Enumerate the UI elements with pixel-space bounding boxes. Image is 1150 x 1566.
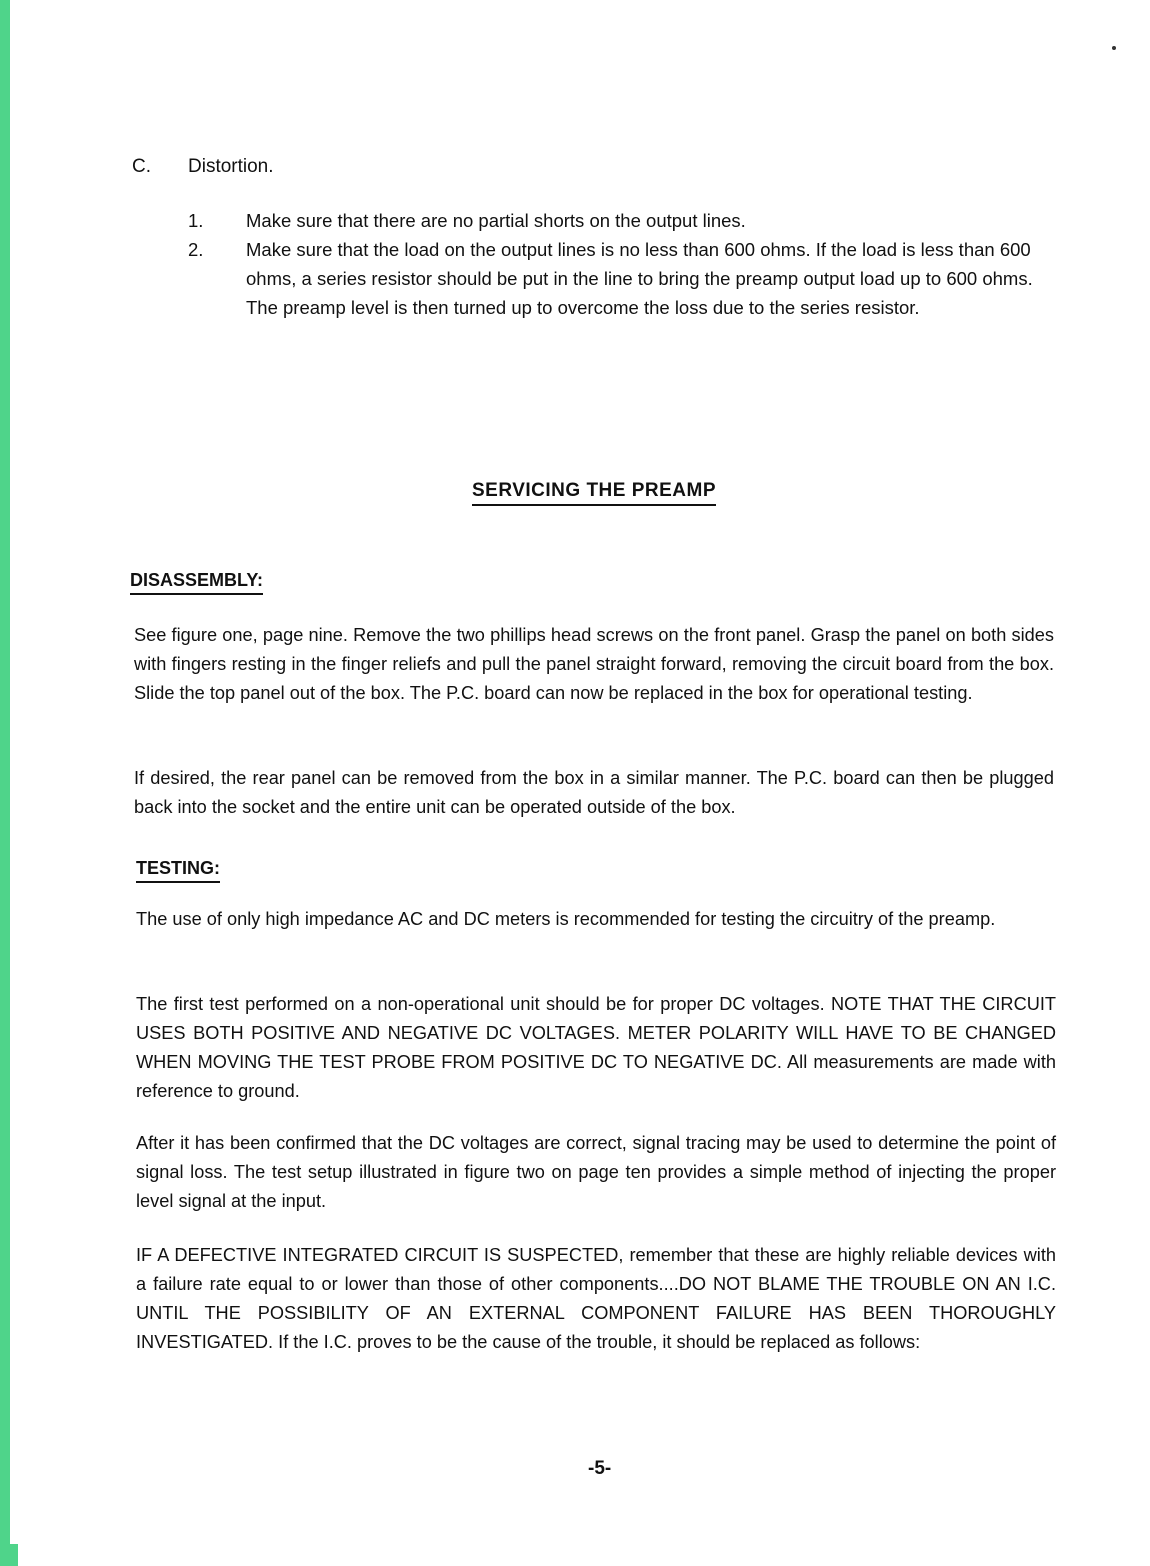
testing-heading: TESTING: [136,858,220,883]
list-item-number: 1. [188,210,204,231]
disassembly-heading: DISASSEMBLY: [130,570,263,595]
page-number: -5- [588,1458,612,1479]
disassembly-paragraph-1: See figure one, page nine. Remove the two phillips head screws on the front panel. Grasp the panel on both sides with fingers resting in the finger reliefs and pull the panel straight forward, removing the circuit board from the box. Slide the top panel out of the box. The P.C. board can now be replaced in the box for operational testing. [134,625,1054,703]
list-item [188,206,1068,235]
disassembly-paragraph-2: If desired, the rear panel can be removed from the box in a similar manner. The P.C. board can then be plugged back into the socket and the entire unit can be operated outside of the box. [134,768,1054,817]
scan-speck [1112,46,1116,50]
testing-paragraph-3: After it has been confirmed that the DC voltages are correct, signal tracing may be used to determine the point of signal loss. The test setup illustrated in figure two on page ten provides a simple method of injecting the proper level signal at the input. [136,1133,1056,1211]
testing-paragraph-2: The first test performed on a non-operational unit should be for proper DC voltages. NOTE THAT THE CIRCUIT USES BOTH POSITIVE AND NEGATIVE DC VOLTAGES. METER POLARITY WILL HAVE TO BE CHANGED WHEN MOVING THE TEST PROBE FROM POSITIVE DC TO NEGATIVE DC. All measurements are made with reference to ground. [136,994,1056,1101]
list-item [188,235,1068,322]
testing-paragraph-1: The use of only high impedance AC and DC meters is recommended for testing the circuitry of the preamp. [136,909,996,929]
distortion-list [188,206,1068,322]
testing-paragraph-4: IF A DEFECTIVE INTEGRATED CIRCUIT IS SUSPECTED, remember that these are highly reliable devices with a failure rate equal to or lower than those of other components....DO NOT BLAME THE TROUBLE ON AN I.C. UNTIL THE POSSIBILITY OF AN EXTERNAL COMPONENT FAILURE HAS BEEN THOROUGHLY INVESTIGATED. If the I.C. proves to be the cause of the trouble, it should be replaced as follows: [136,1245,1056,1352]
list-item-text: Make sure that the load on the output lines is no less than 600 ohms. If the load is less than 600 ohms, a series resistor should be put in the line to bring the preamp output load up to 600 ohms. The preamp level is then turned up to overcome the loss due to the series resistor. [246,239,1033,318]
scan-edge [0,0,10,1566]
section-letter: C. [132,156,151,177]
scan-corner [0,1544,18,1566]
list-item-number: 2. [188,239,204,260]
main-heading: SERVICING THE PREAMP [472,480,716,506]
section-title: Distortion. [188,156,274,177]
list-item-text: Make sure that there are no partial shorts on the output lines. [246,210,746,231]
